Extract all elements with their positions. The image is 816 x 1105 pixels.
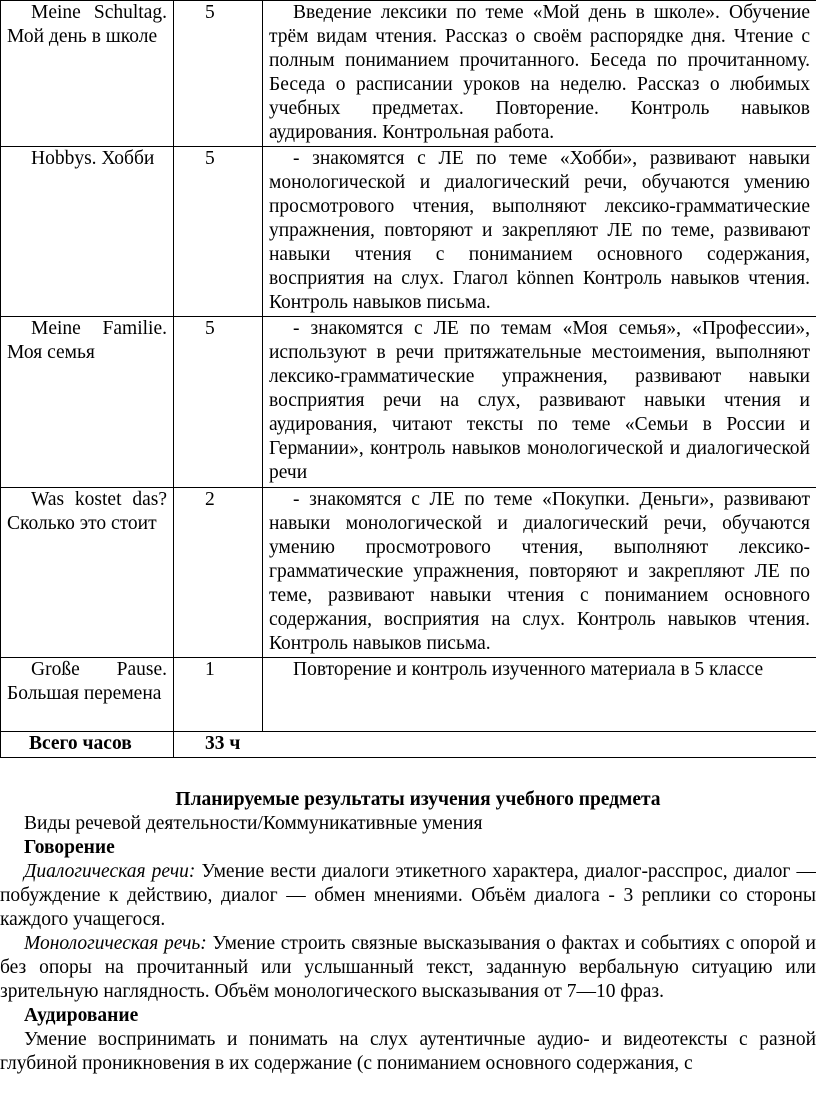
content-cell: Введение лексики по теме «Мой день в школе». Обучение трём видам чтения. Рассказ о своём распорядке дня. Чтение с полным пониманием прочитанного. Беседа по прочитанному. Беседа о расписании уроков на неделю. Рассказ о любимых учебных предметах. Повторение. Контроль навыков аудирования. Контрольная работа. <box>263 1 816 147</box>
monolog-label: Монологическая речь: <box>24 933 207 954</box>
content-cell: - знакомятся с ЛЕ по темам «Моя семья», «Профессии», используют в речи притяжательные местоимения, выполняют лексико-грамматические упражнения, развивают навыки восприятия речи на слух, развивают навыки чтения и аудирования, читают тексты по теме «Семьи в России и Германии», контроль навыков монологической и диалогической речи <box>263 317 816 488</box>
dialog-text: Умение вести диалоги этикетного характера, диалог-расспрос, диалог — побуждение к действию, диалог — обмен мнениями. Объём диалога - 3 реплики со стороны каждого учащегося. <box>0 861 816 930</box>
hours-cell: 5 <box>174 147 263 317</box>
content-cell: - знакомятся с ЛЕ по теме «Хобби», развивают навыки монологической и диалогический речи, обучаются умению просмотрового чтения, выполняют лексико-грамматические упражнения, повторяют и закрепляют ЛЕ по теме, развивают навыки чтения с пониманием основного содержания, восприятия на слух. Глагол können Контроль навыков чтения. Контроль навыков письма. <box>263 147 816 317</box>
table-row <box>1 1 816 147</box>
table-row <box>1 658 816 732</box>
dialog-label: Диалогическая речи: <box>24 861 196 882</box>
table-row <box>1 317 816 488</box>
total-label: Всего часов <box>1 732 174 758</box>
dialog-paragraph <box>0 860 816 932</box>
topic-cell: Große Pause. Большая перемена <box>1 658 174 732</box>
topic-cell: Meine Schultag. Мой день в школе <box>1 1 174 147</box>
hours-cell: 2 <box>174 488 263 658</box>
hours-cell: 1 <box>174 658 263 732</box>
hours-cell: 5 <box>174 317 263 488</box>
monolog-paragraph <box>0 932 816 1004</box>
listening-heading: Аудирование <box>24 1005 139 1026</box>
total-hours: 33 ч <box>174 732 816 758</box>
listening-paragraph: Умение воспринимать и понимать на слух аутентичные аудио- и видеотексты с разной глубиной проникновения в их содержание (с пониманием основного содержания, с <box>0 1029 816 1074</box>
content-cell: - знакомятся с ЛЕ по теме «Покупки. Деньги», развивают навыки монологической и диалогический речи, обучаются умению просмотрового чтения, выполняют лексико-грамматические упражнения, повторяют и закрепляют ЛЕ по теме, развивают навыки чтения с пониманием основного содержания, восприятия на слух. Контроль навыков чтения. Контроль навыков письма. <box>263 488 816 658</box>
topic-cell: Hobbys. Хобби <box>1 147 174 317</box>
total-row <box>1 732 816 758</box>
speaking-heading: Говорение <box>24 837 115 858</box>
content-cell: Повторение и контроль изученного материала в 5 классе <box>263 658 816 732</box>
section-subtitle: Виды речевой деятельности/Коммуникативные умения <box>24 813 483 834</box>
table-row <box>1 147 816 317</box>
results-section <box>0 788 816 1076</box>
section-title: Планируемые результаты изучения учебного предмета <box>175 789 661 810</box>
hours-cell: 5 <box>174 1 263 147</box>
monolog-text: Умение строить связные высказывания о фактах и событиях с опорой и без опоры на прочитанный или услышанный текст, заданную вербальную ситуацию или зрительную наглядность. Объём монологического высказывания от 7—10 фраз. <box>0 933 816 1002</box>
table-row <box>1 488 816 658</box>
topic-cell: Meine Familie. Моя семья <box>1 317 174 488</box>
topic-cell: Was kostet das? Сколько это стоит <box>1 488 174 658</box>
